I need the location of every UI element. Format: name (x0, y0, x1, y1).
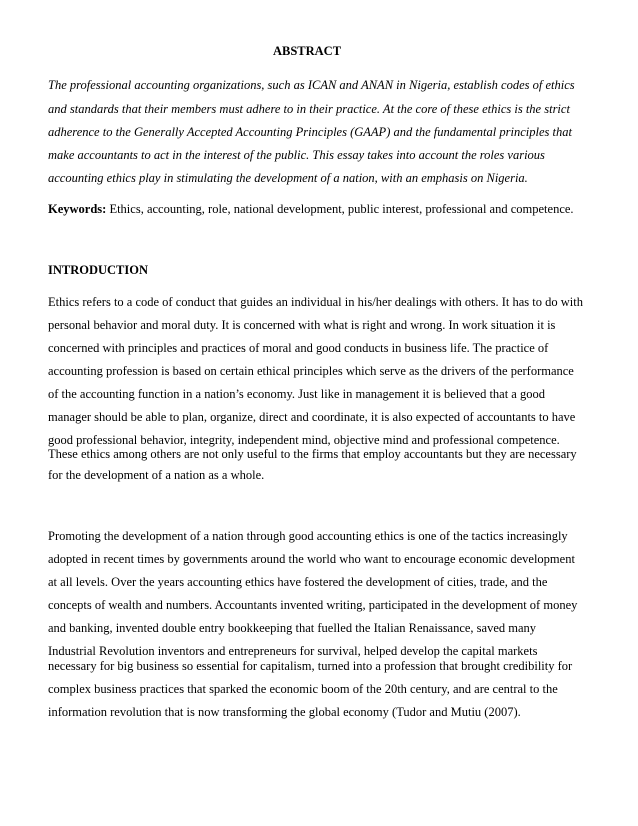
paragraph-line: for the development of a nation as a whole. (48, 468, 265, 482)
paragraph-line: good professional behavior, integrity, independent mind, objective mind and professional competence. (48, 433, 560, 447)
paragraph-line: of the accounting function in a nation’s economy. Just like in management it is believed that a good (48, 387, 545, 401)
keywords-label: Keywords: (48, 202, 107, 216)
abstract-line: accounting ethics play in stimulating the development of a nation, with an emphasis on Nigeria. (48, 171, 528, 185)
paragraph-line: Ethics refers to a code of conduct that guides an individual in his/her dealings with others. It has to do with (48, 295, 583, 309)
keywords-line (48, 201, 574, 217)
abstract-line: adherence to the Generally Accepted Accounting Principles (GAAP) and the fundamental principles that (48, 125, 572, 139)
paragraph-line: These ethics among others are not only useful to the firms that employ accountants but they are necessary (48, 447, 577, 461)
keywords-text: Ethics, accounting, role, national development, public interest, professional and competence. (106, 202, 574, 216)
paragraph-line: Promoting the development of a nation through good accounting ethics is one of the tactics increasingly (48, 529, 568, 543)
abstract-heading: ABSTRACT (272, 44, 342, 58)
paragraph-line: adopted in recent times by governments around the world who want to encourage economic development (48, 552, 575, 566)
paragraph-line: accounting profession is based on certain ethical principles which serve as the drivers of the performance (48, 364, 574, 378)
paragraph-line: necessary for big business so essential for capitalism, turned into a profession that brought credibility for (48, 659, 573, 673)
abstract-line: and standards that their members must adhere to in their practice. At the core of these ethics is the strict (48, 102, 570, 116)
paragraph-line: concerned with principles and practices of moral and good conducts in business life. The practice of (48, 341, 549, 355)
paragraph-line: information revolution that is now transforming the global economy (Tudor and Mutiu (2007). (48, 705, 521, 719)
abstract-line: The professional accounting organizations, such as ICAN and ANAN in Nigeria, establish codes of ethics (48, 78, 575, 92)
paragraph-line: manager should be able to plan, organize, direct and coordinate, it is also expected of accountants to have (48, 410, 576, 424)
paragraph-line: personal behavior and moral duty. It is concerned with what is right and wrong. In work situation it is (48, 318, 556, 332)
paragraph-line: and banking, invented double entry bookkeeping that fuelled the Italian Renaissance, saved many (48, 621, 537, 635)
paragraph-line: concepts of wealth and numbers. Accountants invented writing, participated in the development of money (48, 598, 578, 612)
introduction-heading: INTRODUCTION (48, 263, 149, 277)
abstract-line: make accountants to act in the interest of the public. This essay takes into account the roles various (48, 148, 545, 162)
paragraph-line: Industrial Revolution inventors and entrepreneurs for survival, helped develop the capital markets (48, 644, 538, 658)
paragraph-line: at all levels. Over the years accounting ethics have fostered the development of cities, trade, and the (48, 575, 548, 589)
paragraph-line: complex business practices that sparked the economic boom of the 20th century, and are central to the (48, 682, 558, 696)
